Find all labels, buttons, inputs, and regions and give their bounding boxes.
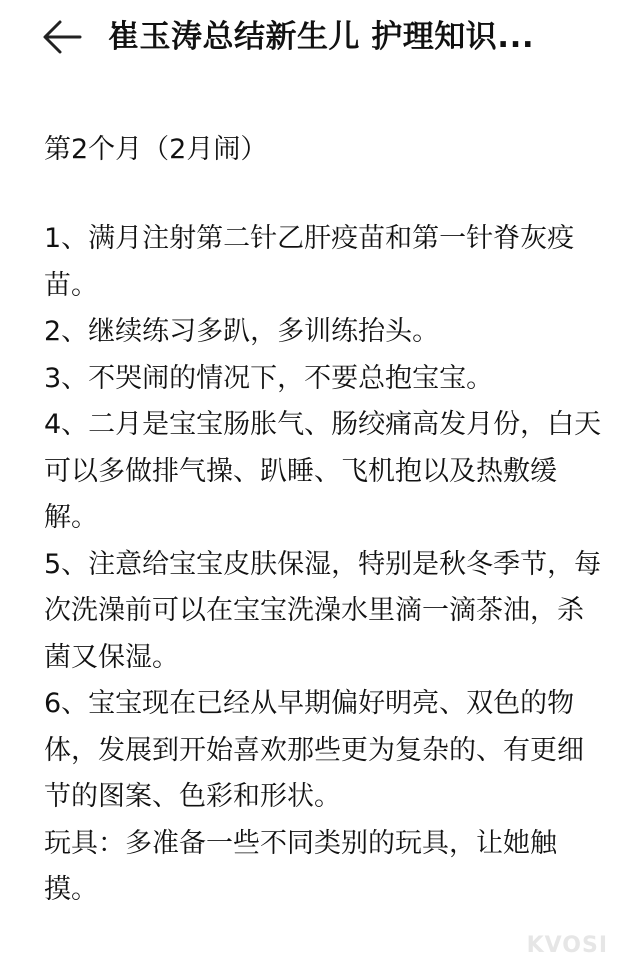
arrow-left-icon <box>40 14 86 60</box>
list-item: 6、宝宝现在已经从早期偏好明亮、双色的物体，发展到开始喜欢那些更为复杂的、有更细节的图案、色彩和形状。 <box>44 688 584 812</box>
list-item: 2、继续练习多趴，多训练抬头。 <box>44 316 440 347</box>
article-body <box>44 126 604 914</box>
section-heading: 第2个月（2月闹） <box>44 134 268 165</box>
list-item: 1、满月注射第二针乙肝疫苗和第一针脊灰疫苗。 <box>44 223 575 301</box>
page-title: 崔玉涛总结新生儿 护理知识... <box>108 19 535 55</box>
back-button[interactable] <box>40 14 86 60</box>
list-item: 4、二月是宝宝肠胀气、肠绞痛高发月份，白天可以多做排气操、趴睡、飞机抱以及热敷缓解。 <box>44 409 602 533</box>
list-item: 3、不哭闹的情况下，不要总抱宝宝。 <box>44 362 494 394</box>
top-bar <box>0 0 630 80</box>
watermark: KVOSI <box>526 933 608 958</box>
list-item: 玩具：多准备一些不同类别的玩具，让她触摸。 <box>44 827 557 905</box>
list-item: 5、注意给宝宝皮肤保湿，特别是秋冬季节，每次洗澡前可以在宝宝洗澡水里滴一滴茶油，杀菌又保湿。 <box>44 548 602 673</box>
